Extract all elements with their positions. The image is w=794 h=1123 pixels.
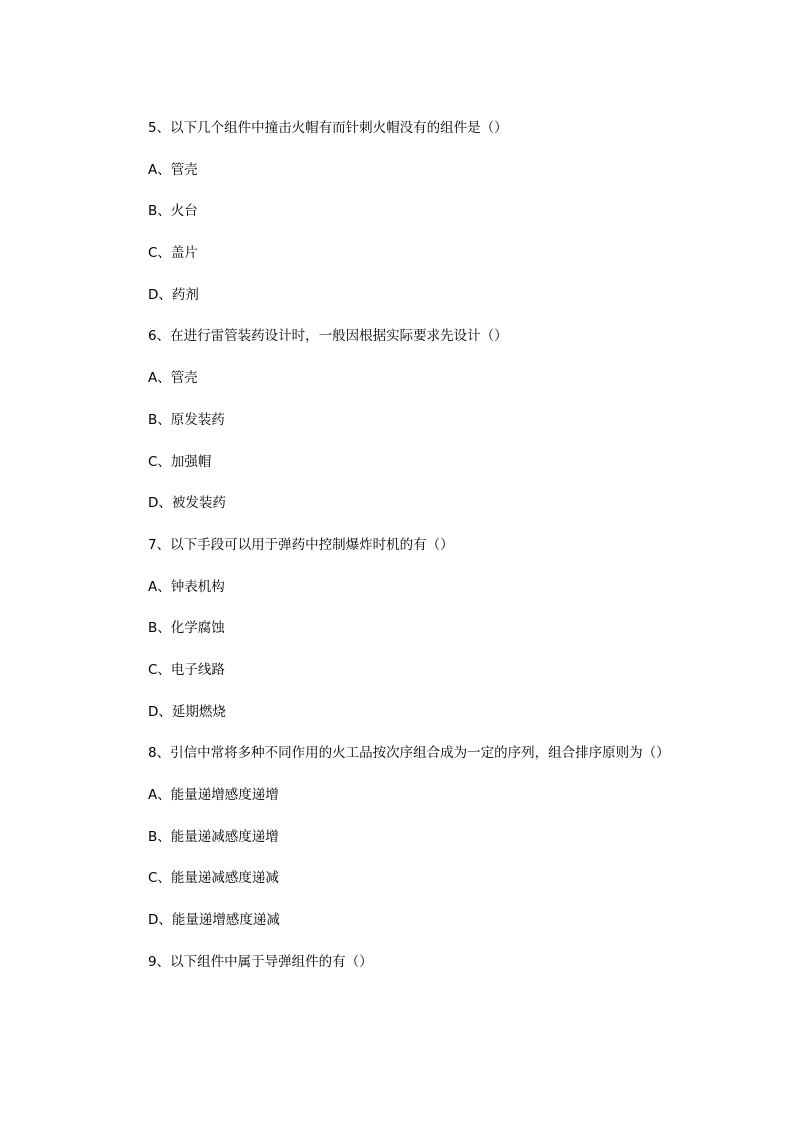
question-8-option-c: C、能量递减感度递减 [148, 870, 279, 887]
document-page [121, 119, 670, 994]
question-6-option-c: C、加强帽 [148, 453, 212, 470]
question-8-option-d: D、能量递增感度递减 [148, 912, 280, 929]
question-6-option-d: D、被发装药 [148, 495, 226, 512]
question-8-text: 8、引信中常将多种不同作用的火工品按次序组合成为一定的序列，组合排序原则为（） [148, 745, 670, 762]
question-5-option-d: D、药剂 [148, 286, 199, 303]
question-8-option-a: A、能量递增感度递增 [148, 787, 279, 803]
question-8-option-b: B、能量递减感度递增 [148, 828, 279, 845]
question-7-option-a: A、钟表机构 [148, 578, 225, 595]
question-6-option-a: A、管壳 [148, 370, 198, 387]
question-5-option-c: C、盖片 [148, 245, 198, 262]
question-7-option-d: D、延期燃烧 [148, 703, 226, 720]
question-7-option-b: B、化学腐蚀 [148, 620, 225, 637]
question-6-text: 6、在进行雷管装药设计时，一般因根据实际要求先设计（） [148, 328, 508, 345]
question-5-option-a: A、管壳 [148, 161, 198, 178]
question-6-option-b: B、原发装药 [148, 411, 225, 428]
question-5-text: 5、以下几个组件中撞击火帽有而针刺火帽没有的组件是（） [148, 120, 508, 136]
question-9-text: 9、以下组件中属于导弹组件的有（） [148, 953, 373, 970]
question-7-text: 7、以下手段可以用于弹药中控制爆炸时机的有（） [148, 536, 454, 553]
question-5-option-b: B、火台 [148, 203, 198, 220]
question-7-option-c: C、电子线路 [148, 661, 225, 678]
